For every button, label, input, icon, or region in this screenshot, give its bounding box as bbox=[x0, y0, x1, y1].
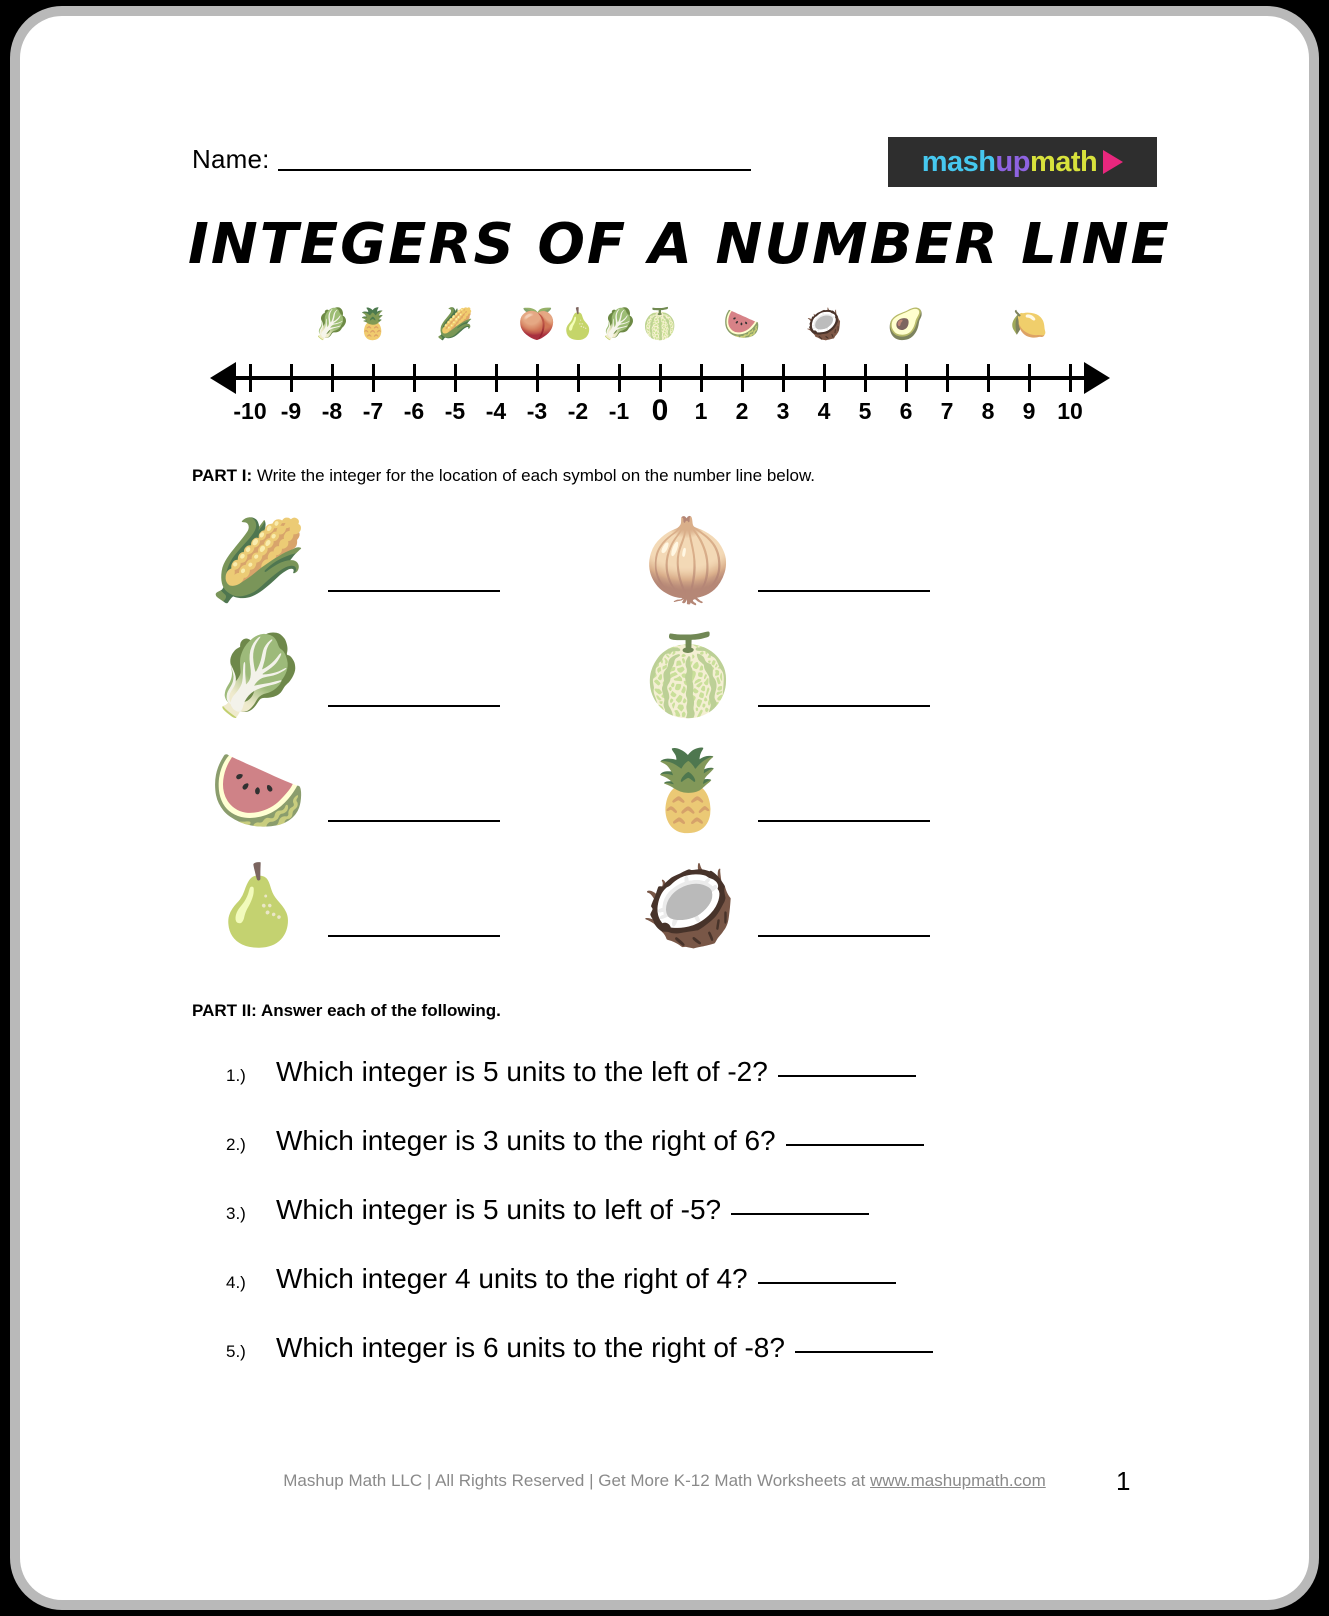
leafy-greens-icon: 🥬 bbox=[313, 308, 351, 341]
part-1-item bbox=[628, 502, 930, 617]
question-number: 5.) bbox=[226, 1342, 246, 1361]
lettuce-icon: 🥬 bbox=[209, 630, 307, 719]
corn-icon: 🌽 bbox=[209, 515, 307, 604]
number-line-label: 4 bbox=[817, 398, 831, 424]
part-2-question bbox=[220, 1263, 1180, 1332]
number-line-label: -9 bbox=[280, 398, 302, 424]
radish-icon: 🧅 bbox=[639, 515, 737, 604]
number-line-label: 9 bbox=[1022, 398, 1036, 424]
number-line-tick bbox=[618, 364, 621, 392]
number-line-tick bbox=[782, 364, 785, 392]
number-line-label: 0 bbox=[651, 394, 669, 427]
number-line-tick bbox=[1028, 364, 1031, 392]
number-line-label: 10 bbox=[1057, 398, 1083, 424]
number-line-tick bbox=[454, 364, 457, 392]
peach-icon: 🍑 bbox=[518, 308, 556, 341]
coconut-icon: 🥥 bbox=[805, 308, 843, 341]
question-number: 3.) bbox=[226, 1204, 246, 1223]
page-number: 1 bbox=[1116, 1466, 1131, 1496]
number-line-label: -7 bbox=[362, 398, 384, 424]
number-line-tick bbox=[700, 364, 703, 392]
mashup-math-logo bbox=[888, 137, 1157, 187]
question-prompt: Which integer is 3 units to the right of 6? bbox=[276, 1125, 776, 1156]
number-line-tick bbox=[290, 364, 293, 392]
logo-text-up: up bbox=[995, 145, 1030, 178]
page-title: INTEGERS OF A NUMBER LINE bbox=[188, 212, 1171, 277]
part-1-item bbox=[628, 617, 930, 732]
part-1-item bbox=[198, 502, 500, 617]
logo-text-math: math bbox=[1029, 145, 1098, 178]
part-1-right-column bbox=[628, 502, 930, 962]
pineapple-icon: 🍍 bbox=[639, 745, 737, 834]
pineapple-icon: 🍍 bbox=[354, 308, 392, 341]
papaya-icon: 🥑 bbox=[887, 308, 925, 341]
number-line-tick bbox=[249, 364, 252, 392]
melon-icon: 🍈 bbox=[641, 308, 679, 341]
number-line-tick bbox=[536, 364, 539, 392]
question-answer-blank[interactable] bbox=[778, 1074, 916, 1077]
pear-icon: 🍐 bbox=[559, 308, 597, 341]
part-1-answer-blank[interactable] bbox=[328, 758, 500, 822]
part-2-question bbox=[220, 1194, 1180, 1263]
part-1-answer-blank[interactable] bbox=[328, 643, 500, 707]
question-text bbox=[276, 1263, 896, 1295]
number-line-label: -1 bbox=[608, 398, 630, 424]
part-2-heading: PART II: Answer each of the following. bbox=[192, 1001, 501, 1020]
footer-link[interactable]: www.mashupmath.com bbox=[870, 1471, 1046, 1490]
part-1-answer-blank[interactable] bbox=[758, 873, 930, 937]
question-text bbox=[276, 1332, 933, 1364]
number-line-label: -2 bbox=[567, 398, 589, 424]
number-line-label: -4 bbox=[485, 398, 507, 424]
number-line-tick bbox=[1069, 364, 1072, 392]
number-line-label: -3 bbox=[526, 398, 548, 424]
number-line bbox=[210, 308, 1110, 446]
part-1-left-column bbox=[198, 502, 500, 962]
part-1-answer-blank[interactable] bbox=[758, 758, 930, 822]
number-line-tick bbox=[577, 364, 580, 392]
part-1-answer-blank[interactable] bbox=[328, 528, 500, 592]
number-line-tick bbox=[946, 364, 949, 392]
name-label: Name: bbox=[192, 144, 270, 174]
lemon-icon: 🍋 bbox=[1010, 308, 1048, 341]
play-triangle-icon bbox=[1103, 150, 1123, 174]
number-line-tick bbox=[905, 364, 908, 392]
coconut-icon: 🥥 bbox=[639, 860, 737, 949]
question-prompt: Which integer 4 units to the right of 4? bbox=[276, 1263, 748, 1294]
part-1-heading-text: Write the integer for the location of each symbol on the number line below. bbox=[252, 466, 816, 485]
number-line-tick bbox=[864, 364, 867, 392]
question-prompt: Which integer is 5 units to left of -5? bbox=[276, 1194, 722, 1225]
number-line-tick bbox=[987, 364, 990, 392]
part-1-item bbox=[198, 617, 500, 732]
number-line-label: 3 bbox=[776, 398, 790, 424]
name-field-row bbox=[192, 144, 751, 175]
question-text bbox=[276, 1125, 924, 1157]
question-text bbox=[276, 1194, 869, 1226]
number-line-tick bbox=[495, 364, 498, 392]
number-line-tick bbox=[659, 364, 662, 392]
number-line-label: 8 bbox=[981, 398, 995, 424]
question-text bbox=[276, 1056, 916, 1088]
number-line-label: 5 bbox=[858, 398, 872, 424]
part-1-item bbox=[198, 847, 500, 962]
part-2-question bbox=[220, 1125, 1180, 1194]
logo-text-mash: mash bbox=[921, 145, 996, 178]
number-line-tick bbox=[331, 364, 334, 392]
question-answer-blank[interactable] bbox=[795, 1350, 933, 1353]
question-answer-blank[interactable] bbox=[731, 1212, 869, 1215]
part-1-answer-blank[interactable] bbox=[758, 528, 930, 592]
question-answer-blank[interactable] bbox=[758, 1281, 896, 1284]
watermelon-icon: 🍉 bbox=[723, 308, 761, 341]
watermelon-icon: 🍉 bbox=[209, 745, 307, 834]
part-2-question-list bbox=[220, 1056, 1180, 1401]
number-line-label: -8 bbox=[321, 398, 343, 424]
question-prompt: Which integer is 5 units to the left of -2? bbox=[276, 1056, 768, 1087]
number-line-tick bbox=[823, 364, 826, 392]
question-number: 2.) bbox=[226, 1135, 246, 1154]
question-number: 4.) bbox=[226, 1273, 246, 1292]
question-number: 1.) bbox=[226, 1066, 246, 1085]
footer-text: Mashup Math LLC | All Rights Reserved | Get More K-12 Math Worksheets at bbox=[283, 1471, 871, 1490]
number-line-tick bbox=[372, 364, 375, 392]
number-line-label: 6 bbox=[899, 398, 913, 424]
number-line-label: -6 bbox=[403, 398, 425, 424]
name-input-line[interactable] bbox=[278, 168, 751, 171]
part-1-answer-blank[interactable] bbox=[758, 643, 930, 707]
part-1-item bbox=[628, 732, 930, 847]
question-prompt: Which integer is 6 units to the right of -8? bbox=[276, 1332, 785, 1363]
radish-icon: 🥬 bbox=[600, 308, 638, 341]
number-line-label: -5 bbox=[444, 398, 466, 424]
worksheet-page bbox=[20, 16, 1309, 1600]
pear-icon: 🍐 bbox=[209, 860, 307, 949]
part-1-answer-blank[interactable] bbox=[328, 873, 500, 937]
melon-icon: 🍈 bbox=[639, 630, 737, 719]
number-line-label: -10 bbox=[233, 398, 267, 424]
corn-icon: 🌽 bbox=[436, 308, 474, 341]
number-line-tick bbox=[413, 364, 416, 392]
part-1-heading-label: PART I: bbox=[192, 466, 253, 485]
part-2-question bbox=[220, 1056, 1180, 1125]
question-answer-blank[interactable] bbox=[786, 1143, 924, 1146]
part-1-item bbox=[198, 732, 500, 847]
worksheet-sheet bbox=[20, 16, 1309, 1600]
number-line-label: 1 bbox=[694, 398, 708, 424]
part-1-item bbox=[628, 847, 930, 962]
number-line-tick bbox=[741, 364, 744, 392]
part-1-heading bbox=[192, 466, 815, 486]
number-line-label: 7 bbox=[940, 398, 954, 424]
part-2-question bbox=[220, 1332, 1180, 1401]
number-line-label: 2 bbox=[735, 398, 749, 424]
